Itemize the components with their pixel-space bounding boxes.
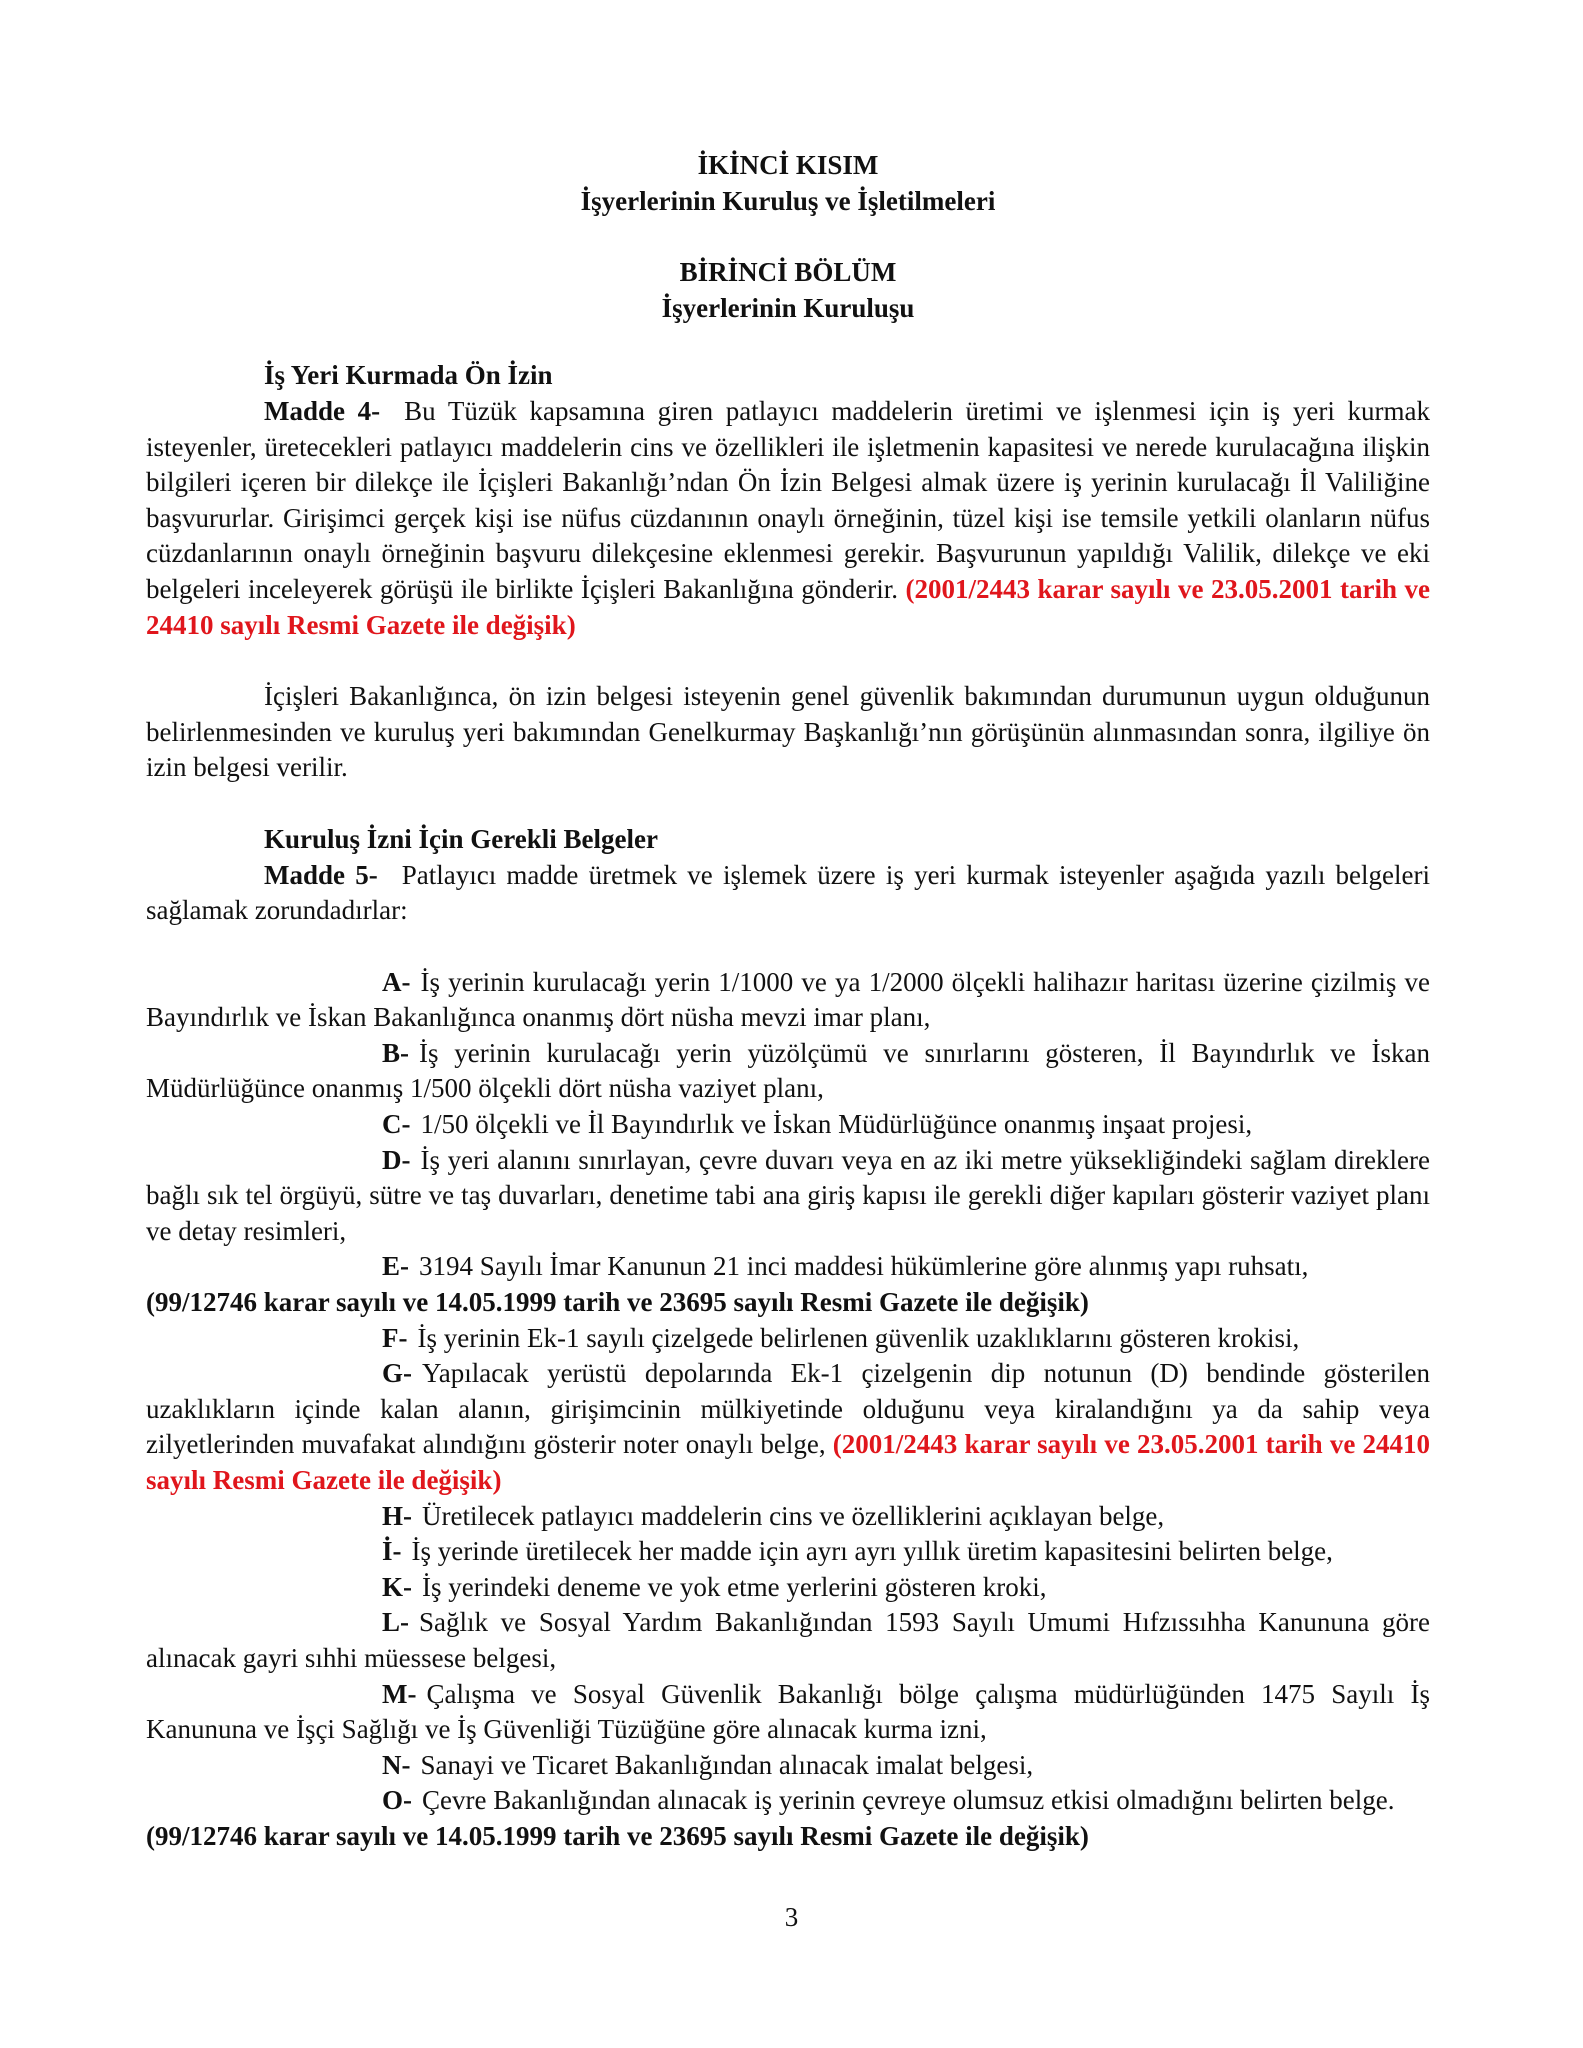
list-item-text: Çevre Bakanlığından alınacak iş yerinin çevreye olumsuz etkisi olmadığını belirten belge. <box>422 1785 1395 1816</box>
list-item <box>146 1036 1430 1107</box>
article-5 <box>146 822 1430 1855</box>
list-item-label: İ- <box>382 1536 402 1567</box>
list-item <box>146 1534 1430 1570</box>
list-item <box>146 965 1430 1036</box>
article-4-heading: İş Yeri Kurmada Ön İzin <box>264 360 553 391</box>
list-item-text: Üretilecek patlayıcı maddelerin cins ve özelliklerini açıklayan belge, <box>422 1500 1165 1531</box>
article-5-heading: Kuruluş İzni İçin Gerekli Belgeler <box>264 823 658 854</box>
list-item-label: E- <box>382 1251 409 1282</box>
list-item-label: B- <box>382 1037 409 1068</box>
list-item <box>146 1570 1430 1606</box>
list-item <box>146 1783 1430 1854</box>
list-item <box>146 1249 1430 1320</box>
chapter-subtitle: İşyerlerinin Kuruluşu <box>661 292 915 323</box>
list-item-amendment: (99/12746 karar sayılı ve 14.05.1999 tarih ve 23695 sayılı Resmi Gazete ile değişik) <box>146 1820 1089 1851</box>
list-item <box>146 1499 1430 1535</box>
page-number: 3 <box>784 1902 799 1932</box>
list-item-text: İş yerinin Ek-1 sayılı çizelgede belirlenen güvenlik uzaklıklarını gösteren krokisi, <box>417 1322 1300 1353</box>
list-item <box>146 1107 1430 1143</box>
article-4-paragraph <box>146 394 1430 643</box>
list-item-label: A- <box>382 966 411 997</box>
list-item-text: 3194 Sayılı İmar Kanunun 21 inci maddesi hükümlerine göre alınmış yapı ruhsatı, <box>419 1251 1309 1282</box>
chapter-title: BİRİNCİ BÖLÜM <box>679 257 897 288</box>
article-5-paragraph <box>146 858 1430 929</box>
list-item-label: F- <box>382 1322 408 1353</box>
list-item-label: L- <box>382 1607 409 1638</box>
part-heading <box>146 148 1430 219</box>
article-4 <box>146 358 1430 786</box>
list-item-text: Sağlık ve Sosyal Yardım Bakanlığından 1593 Sayılı Umumi Hıfzıssıhha Kanununa göre alınacak gayri sıhhi müessese belgesi, <box>146 1607 1430 1673</box>
list-item-label: G- <box>382 1358 412 1389</box>
list-item-label: N- <box>382 1749 411 1780</box>
article-4-amendment: (2001/2443 karar sayılı ve 23.05.2001 tarih ve 24410 sayılı Resmi Gazete ile değişik) <box>146 573 1431 640</box>
list-item-text: İş yerinin kurulacağı yerin 1/1000 ve ya 1/2000 ölçekli halihazır haritası üzerine çizilmiş ve Bayındırlık ve İskan Bakanlığınca onanmış dört nüsha mevzi imar planı, <box>146 966 1430 1033</box>
list-item-text: Yapılacak yerüstü depolarında Ek-1 çizelgenin dip notunun (D) bendinde gösterilen uzaklıkların içinde kalan alanın, girişimcinin mülkiyetinde olduğunu veya kiralandığını ya da sahip veya zilyetlerinden muvafakat alındığını gösterir noter onaylı belge, <box>146 1358 1430 1460</box>
list-item <box>146 1748 1430 1784</box>
list-item-amendment: (99/12746 karar sayılı ve 14.05.1999 tarih ve 23695 sayılı Resmi Gazete ile değişik) <box>146 1287 1089 1318</box>
list-item-amendment: (2001/2443 karar sayılı ve 23.05.2001 tarih ve 24410 sayılı Resmi Gazete ile değişik) <box>146 1429 1431 1495</box>
list-item-label: H- <box>382 1500 412 1531</box>
list-item-text: İş yerinin kurulacağı yerin yüzölçümü ve sınırlarını gösteren, İl Bayındırlık ve İskan Müdürlüğünce onanmış 1/500 ölçekli dört nüsha vaziyet planı, <box>146 1037 1430 1104</box>
list-item <box>146 1143 1430 1250</box>
article-5-text: Patlayıcı madde üretmek ve işlemek üzere iş yeri kurmak isteyenler aşağıda yazılı belgeleri sağlamak zorundadırlar: <box>146 859 1430 926</box>
list-item-text: İş yerinde üretilecek her madde için ayrı ayrı yıllık üretim kapasitesini belirten belge, <box>411 1536 1333 1567</box>
list-item-text: 1/50 ölçekli ve İl Bayındırlık ve İskan Müdürlüğünce onanmış inşaat projesi, <box>420 1109 1253 1140</box>
required-documents-list <box>146 965 1430 1855</box>
list-item-text: İş yeri alanını sınırlayan, çevre duvarı veya en az iki metre yüksekliğindeki sağlam direklere bağlı sık tel örgüyü, sütre ve taş duvarları, denetime tabi ana giriş kapısı ile gerekli diğer kapıları gösterir vaziyet planı ve detay resimleri, <box>146 1144 1430 1246</box>
list-item <box>146 1605 1430 1676</box>
chapter-heading <box>146 255 1430 326</box>
page-content <box>146 148 1430 1855</box>
list-item-text: Çalışma ve Sosyal Güvenlik Bakanlığı bölge çalışma müdürlüğünden 1475 Sayılı İş Kanununa ve İşçi Sağlığı ve İş Güvenliği Tüzüğüne göre alınacak kurma izni, <box>146 1678 1430 1745</box>
list-item <box>146 1677 1430 1748</box>
list-item <box>146 1321 1430 1357</box>
list-item-text: Sanayi ve Ticaret Bakanlığından alınacak imalat belgesi, <box>420 1749 1034 1780</box>
list-item-label: O- <box>382 1785 412 1816</box>
list-item-text: İş yerindeki deneme ve yok etme yerlerini gösteren kroki, <box>422 1571 1047 1602</box>
list-item-label: D- <box>382 1144 411 1175</box>
article-4-label: Madde 4- <box>264 395 381 426</box>
article-5-label: Madde 5- <box>264 859 378 890</box>
article-4-text: Bu Tüzük kapsamına giren patlayıcı maddelerin üretimi ve işlenmesi için iş yeri kurmak isteyenler, üretecekleri patlayıcı maddelerin cins ve özellikleri ile işletmenin kapasitesi ve nerede kurulacağına ilişkin bilgileri içeren bir dilekçe ile İçişleri Bakanlığı’ndan Ön İzin Belgesi almak üzere iş yerinin kurulacağı İl Valiliğine başvururlar. Girişimci gerçek kişi ise nüfus cüzdanının onaylı örneğinin, tüzel kişi ise temsile yetkili olanların nüfus cüzdanlarının onaylı örneğinin başvuru dilekçesine eklenmesi gerekir. Başvurunun yapıldığı Valilik, dilekçe ve eki belgeleri inceleyerek görüşü ile birlikte İçişleri Bakanlığına gönderir. <box>146 395 1430 604</box>
list-item-label: M- <box>382 1678 417 1709</box>
list-item-label: C- <box>382 1109 411 1140</box>
list-item <box>146 1356 1430 1498</box>
part-title: İKİNCİ KISIM <box>697 150 879 180</box>
list-item-label: K- <box>382 1571 412 1602</box>
part-subtitle: İşyerlerinin Kuruluş ve İşletilmeleri <box>580 185 996 216</box>
article-4-paragraph-2: İçişleri Bakanlığınca, ön izin belgesi isteyenin genel güvenlik bakımından durumunun uygun olduğunun belirlenmesinden ve kuruluş yeri bakımından Genelkurmay Başkanlığı’nın görüşünün alınmasından sonra, ilgiliye ön izin belgesi verilir. <box>146 681 1430 783</box>
